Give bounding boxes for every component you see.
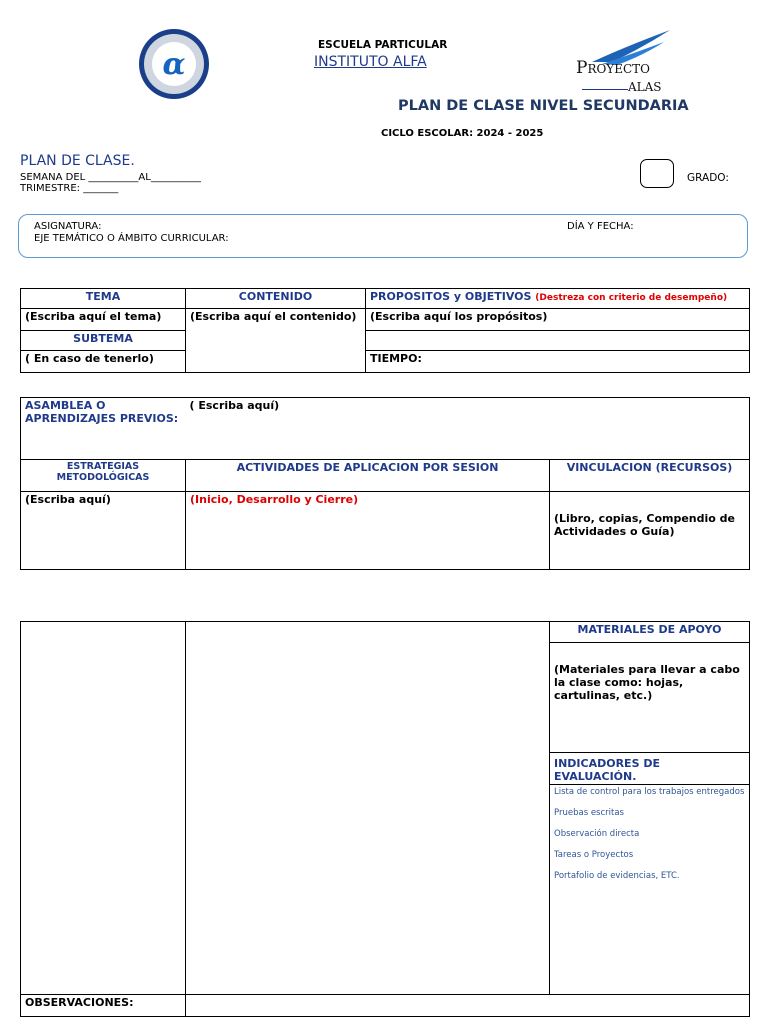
eje-label: EJE TEMÁTICO O ÁMBITO CURRICULAR:: [34, 233, 229, 244]
logo-alas-text: ALAS: [628, 80, 662, 94]
observaciones-value[interactable]: [186, 995, 750, 1017]
actividades-header: ACTIVIDADES DE APLICACION POR SESION: [186, 460, 550, 492]
indicador-item: Lista de control para los trabajos entregados: [554, 787, 745, 797]
asignatura-label: ASIGNATURA:: [34, 221, 102, 232]
grado-label: GRADO:: [687, 172, 729, 184]
instituto-alfa-logo: [138, 28, 210, 100]
semana-line: SEMANA DEL __________AL__________: [20, 172, 201, 183]
tiempo-label[interactable]: TIEMPO:: [366, 351, 750, 373]
school-cycle: CICLO ESCOLAR: 2024 - 2025: [381, 128, 544, 139]
subtema-header: SUBTEMA: [21, 331, 186, 351]
asamblea-table: [20, 397, 750, 570]
proyecto-alas-logo: [572, 28, 672, 98]
middle-blank-column[interactable]: [186, 622, 550, 995]
estrategias-value[interactable]: (Escriba aquí): [21, 492, 186, 570]
subtema-value[interactable]: ( En caso de tenerlo): [21, 351, 186, 373]
left-blank-column[interactable]: [21, 622, 186, 995]
indicador-item: Portafolio de evidencias, ETC.: [554, 871, 680, 881]
asamblea-value[interactable]: ( Escriba aquí): [186, 398, 750, 460]
plan-title: PLAN DE CLASE NIVEL SECUNDARIA: [398, 98, 689, 114]
plan-label: PLAN DE CLASE.: [20, 153, 135, 169]
indicador-item: Pruebas escritas: [554, 808, 624, 818]
propositos-blank[interactable]: [366, 331, 750, 351]
contenido-value[interactable]: (Escriba aquí el contenido): [186, 309, 366, 373]
vinculacion-header: VINCULACION (RECURSOS): [550, 460, 750, 492]
trimestre-line: TRIMESTRE: _______: [20, 183, 119, 194]
materiales-value[interactable]: (Materiales para llevar a cabo la clase como: hojas, cartulinas, etc.): [550, 643, 750, 753]
logo-proyecto-text: Proyecto: [576, 58, 651, 78]
propositos-header: [366, 289, 750, 309]
propositos-value[interactable]: (Escriba aquí los propósitos): [366, 309, 750, 331]
svg-text:α: α: [162, 47, 186, 82]
observaciones-label: OBSERVACIONES:: [21, 995, 186, 1017]
tema-header: TEMA: [21, 289, 186, 309]
actividades-text: (Inicio, Desarrollo y Cierre): [190, 493, 359, 506]
indicadores-list: [550, 785, 750, 995]
logo-divider: [582, 89, 628, 90]
tema-table: [20, 288, 750, 373]
school-line-2: INSTITUTO ALFA: [314, 54, 427, 70]
indicador-item: Tareas o Proyectos: [554, 850, 634, 860]
materiales-table: [20, 621, 750, 1017]
asamblea-label: ASAMBLEA O APRENDIZAJES PREVIOS:: [21, 398, 186, 460]
estrategias-header: ESTRATEGIAS METODOLÓGICAS: [21, 460, 186, 492]
indicador-item: Observación directa: [554, 829, 640, 839]
contenido-header: CONTENIDO: [186, 289, 366, 309]
actividades-value[interactable]: [186, 492, 550, 570]
grado-box[interactable]: [640, 159, 674, 188]
materiales-header: MATERIALES DE APOYO: [550, 622, 750, 643]
vinculacion-value[interactable]: (Libro, copias, Compendio de Actividades o Guía): [550, 492, 750, 570]
propositos-note: (Destreza con criterio de desempeño): [535, 293, 728, 303]
indicadores-header: INDICADORES DE EVALUACIÓN.: [550, 753, 750, 785]
school-line-1: ESCUELA PARTICULAR: [318, 39, 448, 51]
tema-value[interactable]: (Escriba aquí el tema): [21, 309, 186, 331]
dia-fecha-label: DÍA Y FECHA:: [567, 221, 634, 232]
propositos-header-text: PROPOSITOS y OBJETIVOS: [370, 290, 532, 303]
